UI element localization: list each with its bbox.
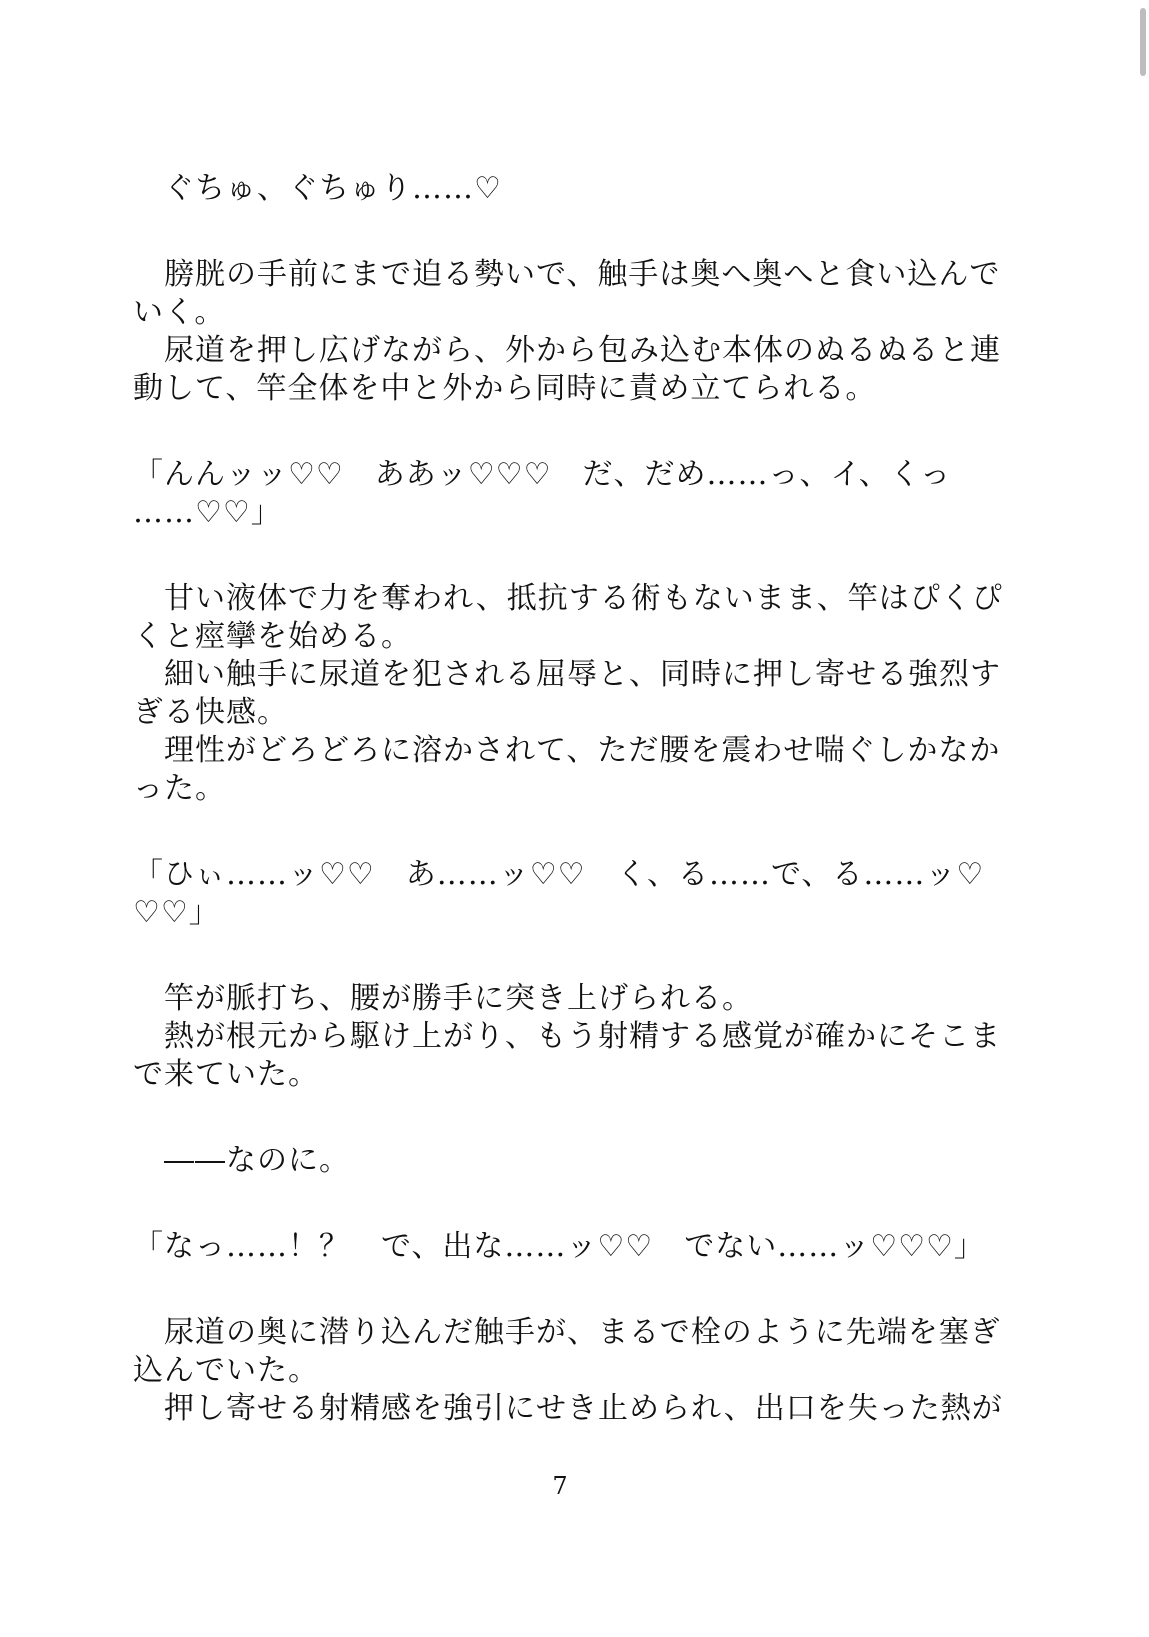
text-line: 甘い液体で力を奪われ、抵抗する術もないまま、竿はぴくぴ bbox=[133, 581, 1003, 616]
text-line: 押し寄せる射精感を強引にせき止められ、出口を失った熱が bbox=[133, 1391, 1003, 1426]
text-line: 細い触手に尿道を犯される屈辱と、同時に押し寄せる強烈す bbox=[133, 657, 1001, 692]
blank-line bbox=[133, 808, 983, 856]
text-line: 動して、竿全体を中と外から同時に責め立てられる。 bbox=[133, 371, 877, 406]
text-line: 「なっ……！？ で、出な……ッ♡♡ でない……ッ♡♡♡」 bbox=[133, 1229, 985, 1264]
page-number: 7 bbox=[552, 1472, 568, 1500]
text-line: 尿道を押し広げながら、外から包み込む本体のぬるぬると連 bbox=[133, 333, 1001, 368]
text-line: 尿道の奥に潜り込んだ触手が、まるで栓のように先端を塞ぎ bbox=[133, 1315, 1001, 1350]
blank-line bbox=[133, 408, 983, 456]
text-line: ぐちゅ、ぐちゅり……♡ bbox=[133, 171, 502, 206]
scrollbar-thumb[interactable] bbox=[1140, 8, 1146, 76]
text-line: いく。 bbox=[133, 295, 226, 330]
text-line: 込んでいた。 bbox=[133, 1353, 319, 1388]
text-line: 竿が脈打ち、腰が勝手に突き上げられる。 bbox=[133, 981, 753, 1016]
blank-line bbox=[133, 208, 983, 256]
blank-line bbox=[133, 1180, 983, 1228]
text-line: で来ていた。 bbox=[133, 1057, 319, 1092]
text-line: ぎる快感。 bbox=[133, 695, 288, 730]
text-line: 熱が根元から駆け上がり、もう射精する感覚が確かにそこま bbox=[133, 1019, 1001, 1054]
text-line: 膀胱の手前にまで迫る勢いで、触手は奥へ奥へと食い込んで bbox=[133, 257, 1001, 292]
text-line: ……♡♡」 bbox=[133, 495, 282, 530]
text-line: ――なのに。 bbox=[133, 1143, 350, 1178]
text-line: くと痙攣を始める。 bbox=[133, 619, 412, 654]
text-line: 「んんッッ♡♡ ああッ♡♡♡ だ、だめ……っ、イ、くっ bbox=[133, 457, 952, 492]
text-line: ♡♡」 bbox=[133, 895, 220, 930]
blank-line bbox=[133, 532, 983, 580]
blank-line bbox=[133, 1266, 983, 1314]
body-text bbox=[133, 170, 1003, 1428]
text-line: 「ひぃ……ッ♡♡ あ……ッ♡♡ く、る……で、る……ッ♡ bbox=[133, 857, 985, 892]
text-line: った。 bbox=[133, 771, 226, 806]
blank-line bbox=[133, 1094, 983, 1142]
text-line: 理性がどろどろに溶かされて、ただ腰を震わせ喘ぐしかなか bbox=[133, 733, 1001, 768]
scrollbar[interactable] bbox=[1135, 0, 1149, 1637]
blank-line bbox=[133, 932, 983, 980]
